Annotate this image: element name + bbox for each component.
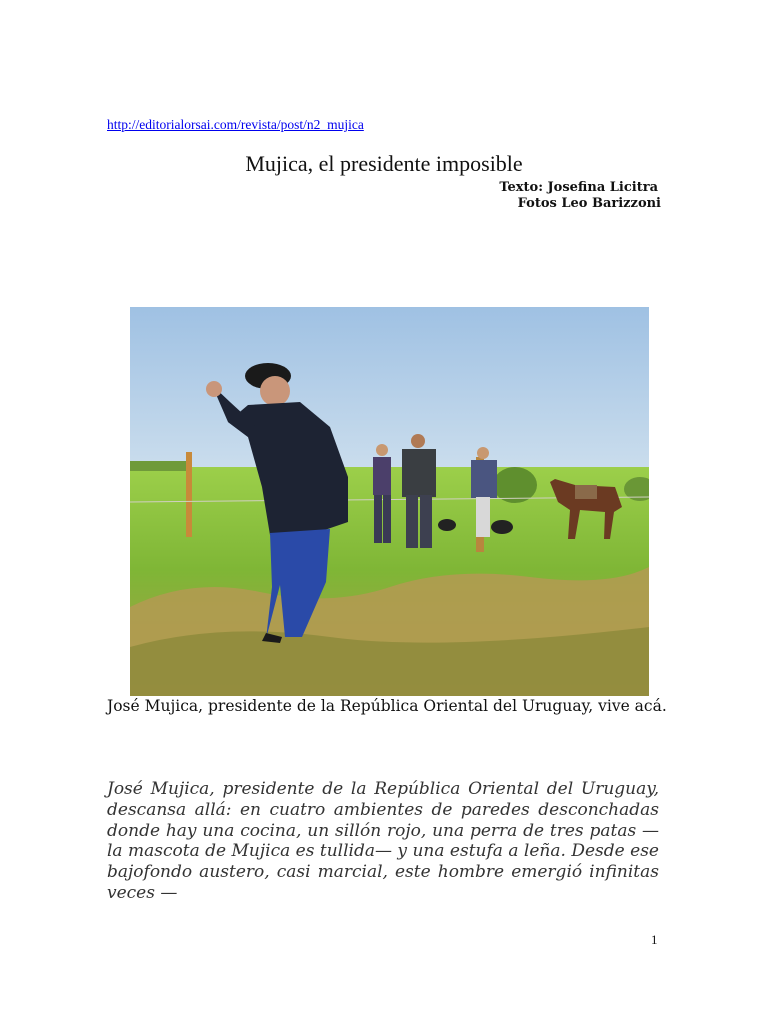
body-paragraph: José Mujica, presidente de la República Oriental del Uruguay, descansa allá: en cuatro ambientes de paredes desconchadas donde hay una cocina, un sillón rojo, una perra de tres patas —la mascota de Mujica es tullida— y una estufa a leña. Desde ese bajofondo austero, casi marcial, este hombre emergió infinitas veces — [107,779,659,903]
article-url-link[interactable]: http://editorialorsai.com/revista/post/n2_mujica [107,117,364,132]
text-credit: Texto: Josefina Licitra [499,180,658,195]
page-number: 1 [651,932,658,947]
photo-credit: Fotos Leo Barizzoni [517,196,661,211]
article-photo [130,307,649,696]
photo-caption: José Mujica, presidente de la República Oriental del Uruguay, vive acá. [107,697,667,715]
article-title: Mujica, el presidente imposible [245,151,523,176]
